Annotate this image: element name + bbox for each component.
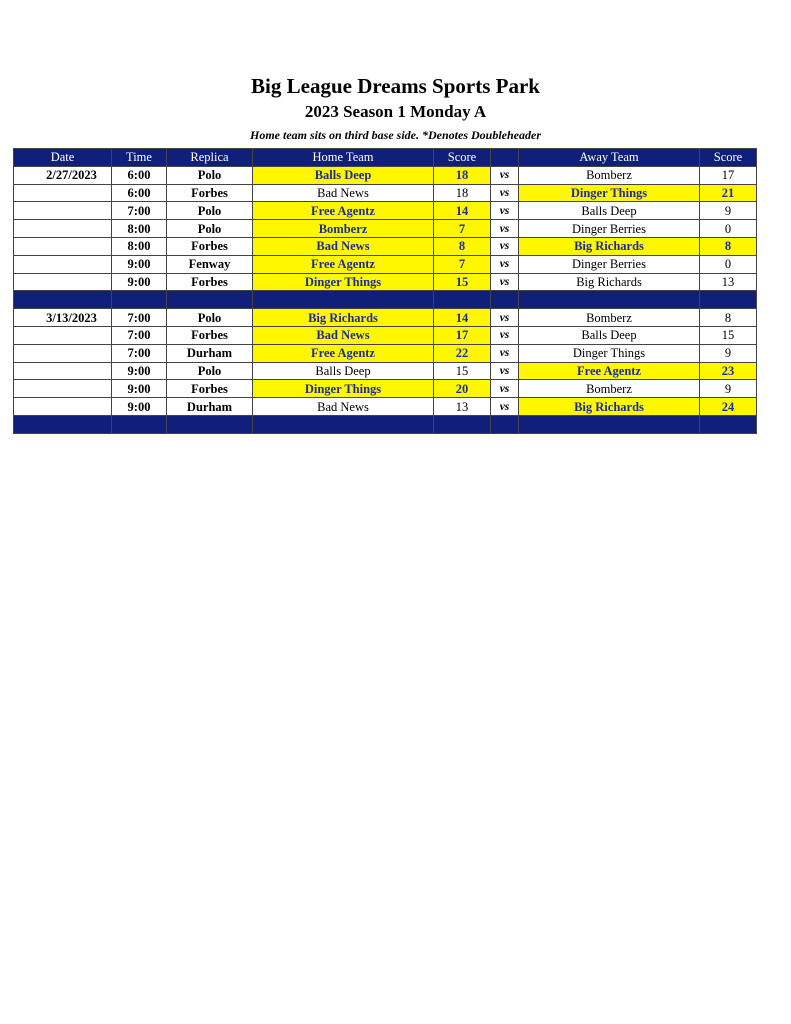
home-team-cell: Big Richards bbox=[253, 309, 434, 327]
home-score-cell: 14 bbox=[434, 309, 491, 327]
section-separator bbox=[14, 415, 757, 433]
home-team-cell: Dinger Things bbox=[253, 380, 434, 398]
time-cell: 9:00 bbox=[112, 362, 167, 380]
separator-cell bbox=[253, 291, 434, 309]
away-score-cell: 8 bbox=[700, 237, 757, 255]
away-score-cell: 9 bbox=[700, 344, 757, 362]
away-score-cell: 13 bbox=[700, 273, 757, 291]
away-team-cell: Balls Deep bbox=[519, 202, 700, 220]
date-cell bbox=[14, 380, 112, 398]
away-score-cell: 24 bbox=[700, 398, 757, 416]
time-cell: 9:00 bbox=[112, 398, 167, 416]
section-separator bbox=[14, 291, 757, 309]
home-score-cell: 15 bbox=[434, 362, 491, 380]
vs-cell: vs bbox=[491, 326, 519, 344]
away-team-cell: Bomberz bbox=[519, 166, 700, 184]
time-cell: 9:00 bbox=[112, 380, 167, 398]
col-header-vs bbox=[491, 149, 519, 167]
date-cell bbox=[14, 255, 112, 273]
col-header-date: Date bbox=[14, 149, 112, 167]
home-score-cell: 8 bbox=[434, 237, 491, 255]
vs-cell: vs bbox=[491, 380, 519, 398]
time-cell: 9:00 bbox=[112, 255, 167, 273]
home-team-cell: Free Agentz bbox=[253, 344, 434, 362]
table-row bbox=[14, 380, 757, 398]
away-team-cell: Bomberz bbox=[519, 309, 700, 327]
vs-cell: vs bbox=[491, 362, 519, 380]
vs-cell: vs bbox=[491, 309, 519, 327]
date-cell bbox=[14, 220, 112, 238]
replica-cell: Polo bbox=[167, 362, 253, 380]
replica-cell: Forbes bbox=[167, 184, 253, 202]
home-team-cell: Bad News bbox=[253, 184, 434, 202]
date-cell bbox=[14, 326, 112, 344]
separator-cell bbox=[434, 291, 491, 309]
vs-cell: vs bbox=[491, 166, 519, 184]
replica-cell: Forbes bbox=[167, 326, 253, 344]
table-row bbox=[14, 237, 757, 255]
home-score-cell: 7 bbox=[434, 220, 491, 238]
table-row bbox=[14, 344, 757, 362]
time-cell: 6:00 bbox=[112, 184, 167, 202]
separator-cell bbox=[14, 291, 112, 309]
separator-cell bbox=[700, 291, 757, 309]
away-team-cell: Free Agentz bbox=[519, 362, 700, 380]
separator-cell bbox=[167, 415, 253, 433]
home-score-cell: 17 bbox=[434, 326, 491, 344]
replica-cell: Polo bbox=[167, 202, 253, 220]
away-team-cell: Dinger Things bbox=[519, 344, 700, 362]
home-team-cell: Bad News bbox=[253, 237, 434, 255]
col-header-home-team: Home Team bbox=[253, 149, 434, 167]
replica-cell: Forbes bbox=[167, 273, 253, 291]
vs-cell: vs bbox=[491, 220, 519, 238]
time-cell: 8:00 bbox=[112, 237, 167, 255]
away-team-cell: Big Richards bbox=[519, 237, 700, 255]
table-header-row bbox=[14, 149, 757, 167]
page-title: Big League Dreams Sports Park bbox=[251, 74, 540, 98]
away-score-cell: 17 bbox=[700, 166, 757, 184]
away-team-cell: Balls Deep bbox=[519, 326, 700, 344]
date-cell bbox=[14, 398, 112, 416]
away-score-cell: 23 bbox=[700, 362, 757, 380]
date-cell: 2/27/2023 bbox=[14, 166, 112, 184]
away-team-cell: Big Richards bbox=[519, 273, 700, 291]
away-team-cell: Dinger Things bbox=[519, 184, 700, 202]
time-cell: 9:00 bbox=[112, 273, 167, 291]
table-row bbox=[14, 220, 757, 238]
home-team-cell: Bad News bbox=[253, 326, 434, 344]
table-row bbox=[14, 255, 757, 273]
time-cell: 8:00 bbox=[112, 220, 167, 238]
date-cell bbox=[14, 237, 112, 255]
table-row bbox=[14, 184, 757, 202]
replica-cell: Forbes bbox=[167, 380, 253, 398]
away-score-cell: 0 bbox=[700, 220, 757, 238]
separator-cell bbox=[434, 415, 491, 433]
away-score-cell: 21 bbox=[700, 184, 757, 202]
away-score-cell: 0 bbox=[700, 255, 757, 273]
home-score-cell: 14 bbox=[434, 202, 491, 220]
away-score-cell: 9 bbox=[700, 380, 757, 398]
away-score-cell: 15 bbox=[700, 326, 757, 344]
away-score-cell: 8 bbox=[700, 309, 757, 327]
time-cell: 7:00 bbox=[112, 202, 167, 220]
date-cell bbox=[14, 362, 112, 380]
table-row bbox=[14, 398, 757, 416]
table-row bbox=[14, 362, 757, 380]
time-cell: 7:00 bbox=[112, 309, 167, 327]
separator-cell bbox=[519, 291, 700, 309]
replica-cell: Polo bbox=[167, 166, 253, 184]
vs-cell: vs bbox=[491, 398, 519, 416]
home-team-cell: Dinger Things bbox=[253, 273, 434, 291]
replica-cell: Polo bbox=[167, 309, 253, 327]
col-header-home-score: Score bbox=[434, 149, 491, 167]
col-header-replica: Replica bbox=[167, 149, 253, 167]
home-score-cell: 18 bbox=[434, 184, 491, 202]
away-team-cell: Dinger Berries bbox=[519, 220, 700, 238]
separator-cell bbox=[491, 291, 519, 309]
home-team-cell: Bomberz bbox=[253, 220, 434, 238]
separator-cell bbox=[14, 415, 112, 433]
col-header-away-team: Away Team bbox=[519, 149, 700, 167]
table-row bbox=[14, 309, 757, 327]
separator-cell bbox=[112, 291, 167, 309]
date-cell bbox=[14, 202, 112, 220]
away-team-cell: Bomberz bbox=[519, 380, 700, 398]
separator-cell bbox=[491, 415, 519, 433]
away-team-cell: Big Richards bbox=[519, 398, 700, 416]
home-score-cell: 15 bbox=[434, 273, 491, 291]
home-team-cell: Balls Deep bbox=[253, 166, 434, 184]
table-row bbox=[14, 326, 757, 344]
replica-cell: Forbes bbox=[167, 237, 253, 255]
time-cell: 7:00 bbox=[112, 344, 167, 362]
vs-cell: vs bbox=[491, 273, 519, 291]
date-cell bbox=[14, 184, 112, 202]
vs-cell: vs bbox=[491, 255, 519, 273]
date-cell bbox=[14, 273, 112, 291]
schedule-note: Home team sits on third base side. *Denotes Doubleheader bbox=[250, 128, 541, 142]
replica-cell: Polo bbox=[167, 220, 253, 238]
separator-cell bbox=[112, 415, 167, 433]
separator-cell bbox=[700, 415, 757, 433]
replica-cell: Durham bbox=[167, 344, 253, 362]
vs-cell: vs bbox=[491, 237, 519, 255]
away-score-cell: 9 bbox=[700, 202, 757, 220]
home-team-cell: Free Agentz bbox=[253, 202, 434, 220]
table-row bbox=[14, 166, 757, 184]
vs-cell: vs bbox=[491, 184, 519, 202]
replica-cell: Fenway bbox=[167, 255, 253, 273]
table-row bbox=[14, 273, 757, 291]
home-score-cell: 18 bbox=[434, 166, 491, 184]
season-subtitle: 2023 Season 1 Monday A bbox=[304, 102, 487, 121]
col-header-time: Time bbox=[112, 149, 167, 167]
col-header-away-score: Score bbox=[700, 149, 757, 167]
home-team-cell: Bad News bbox=[253, 398, 434, 416]
home-score-cell: 22 bbox=[434, 344, 491, 362]
schedule-table bbox=[13, 148, 757, 434]
home-team-cell: Balls Deep bbox=[253, 362, 434, 380]
replica-cell: Durham bbox=[167, 398, 253, 416]
date-cell: 3/13/2023 bbox=[14, 309, 112, 327]
date-cell bbox=[14, 344, 112, 362]
separator-cell bbox=[167, 291, 253, 309]
home-score-cell: 13 bbox=[434, 398, 491, 416]
vs-cell: vs bbox=[491, 202, 519, 220]
home-score-cell: 20 bbox=[434, 380, 491, 398]
away-team-cell: Dinger Berries bbox=[519, 255, 700, 273]
home-score-cell: 7 bbox=[434, 255, 491, 273]
time-cell: 7:00 bbox=[112, 326, 167, 344]
vs-cell: vs bbox=[491, 344, 519, 362]
home-team-cell: Free Agentz bbox=[253, 255, 434, 273]
time-cell: 6:00 bbox=[112, 166, 167, 184]
separator-cell bbox=[519, 415, 700, 433]
separator-cell bbox=[253, 415, 434, 433]
table-row bbox=[14, 202, 757, 220]
